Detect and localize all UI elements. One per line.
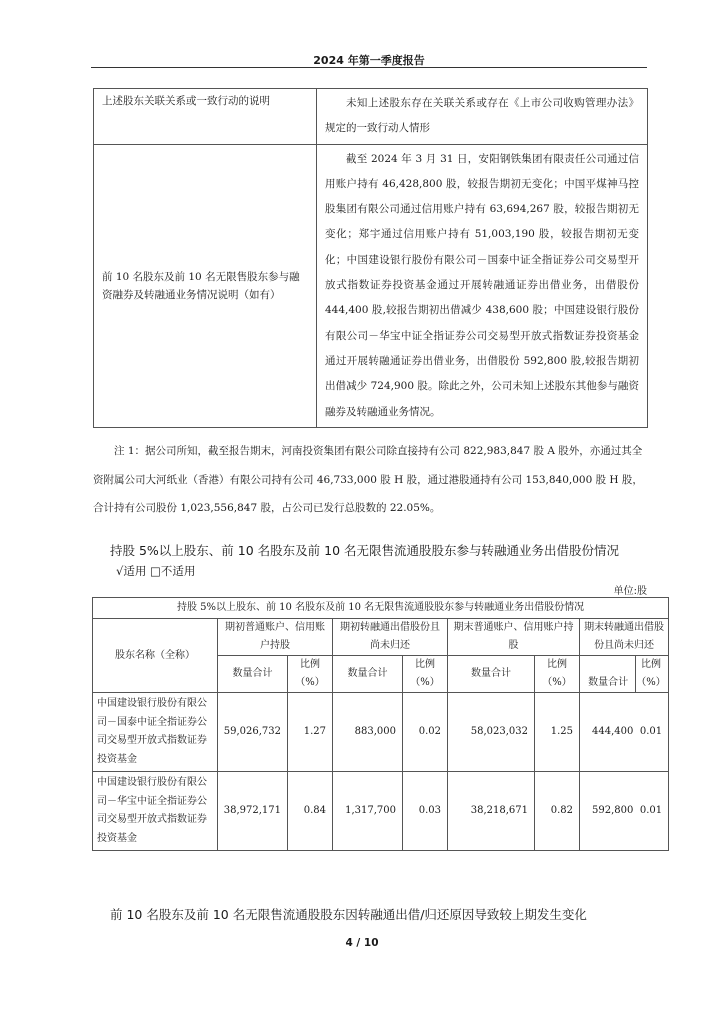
cell-value: 38,218,671 — [448, 772, 535, 851]
col-header-ratio: 比例（%） — [403, 656, 448, 693]
col-header-group1: 期初普通账户、信用账户持股 — [218, 619, 333, 656]
note-text: 注 1：据公司所知，截至报告期末，河南投资集团有限公司除直接持有公司 822,983,847 股 A 股外，亦通过其全资附属公司大河纸业（香港）有限公司持有公司 46,733,000 股 H 股，通过港股通持有公司 153,840,000 股 H 股，合计持有公司股份 1,023,556,847 股，占公司已发行总股数的 22.05%。 — [93, 445, 643, 514]
cell-value: 1.27 — [288, 693, 333, 772]
table-caption-row — [93, 598, 669, 619]
unit-label: 单位:股 — [613, 586, 647, 597]
col-header-qty: 数量合计 — [218, 656, 288, 693]
col-header-qty: 数量合计 — [588, 677, 629, 688]
margin-trading-label: 前 10 名股东及前 10 名无限售股东参与融资融券及转融通业务情况说明（如有） — [94, 144, 317, 427]
cell-value: 59,026,732 — [218, 693, 288, 772]
cell-value: 58,023,032 — [448, 693, 535, 772]
cell-value: 38,972,171 — [218, 772, 288, 851]
table-row — [93, 772, 669, 851]
margin-trading-value: 截至 2024 年 3 月 31 日，安阳钢铁集团有限责任公司通过信用账户持有 46,428,800 股，较报告期初无变化；中国平煤神马控股集团有限公司通过信用账户持有 63,694,267 股，较报告期初无变化；郑宇通过信用账户持有 51,003,190 股，较报告期初无变化；中国建设银行股份有限公司－国泰中证全指证券公司交易型开放式指数证券投资基金通过开展转融通证券出借业务，出借股份 444,400 股,较报告期初出借减少 438,600 股；中国建设银行股份有限公司－华宝中证全指证券公司交易型开放式指数证券投资基金通过开展转融通证券出借业务，出借股份 592,800 股,较报告期初出借减少 724,900 股。除此之外，公司未知上述股东其他参与融资融券及转融通业务情况。 — [317, 144, 648, 427]
cell-value: 0.01 — [639, 805, 663, 816]
col-header-name: 股东名称（全称） — [93, 619, 218, 693]
note-1 — [93, 437, 647, 523]
cell-value-pair — [580, 772, 669, 851]
applicable-checkbox-line: √适用 □不适用 — [116, 564, 196, 578]
shareholder-relation-table — [93, 88, 648, 428]
relation-value: 未知上述股东存在关联关系或存在《上市公司收购管理办法》规定的一致行动人情形 — [317, 89, 648, 145]
table-row — [93, 693, 669, 772]
cell-value: 592,800 — [592, 805, 634, 816]
next-section-title: 前 10 名股东及前 10 名无限售流通股股东因转融通出借/归还原因导致较上期发生变化 — [110, 907, 587, 922]
margin-trading-row — [94, 144, 648, 427]
cell-value: 0.01 — [639, 726, 663, 737]
shareholder-name: 中国建设银行股份有限公司－国泰中证全指证券公司交易型开放式指数证券投资基金 — [93, 693, 218, 772]
cell-value-pair — [580, 693, 669, 772]
cell-value: 1.25 — [535, 693, 580, 772]
relation-label: 上述股东关联关系或一致行动的说明 — [94, 89, 317, 145]
col-header-qty: 数量合计 — [448, 656, 535, 693]
col-header-qty: 数量合计 — [333, 656, 403, 693]
col-header-group3: 期末普通账户、信用账户持股 — [448, 619, 580, 656]
page-number: 4 / 10 — [345, 937, 379, 949]
section-title: 持股 5%以上股东、前 10 名股东及前 10 名无限售流通股股东参与转融通业务出借股份情况 — [110, 543, 620, 558]
header-row-1 — [93, 619, 669, 656]
cell-value: 0.84 — [288, 772, 333, 851]
cell-value: 883,000 — [333, 693, 403, 772]
cell-value: 0.82 — [535, 772, 580, 851]
col-header-ratio: 比例（%） — [535, 656, 580, 693]
col-header-ratio: 比例（%） — [288, 656, 333, 693]
cell-value: 444,400 — [592, 726, 634, 737]
shareholder-name: 中国建设银行股份有限公司－华宝中证全指证券公司交易型开放式指数证券投资基金 — [93, 772, 218, 851]
page-header: 2024 年第一季度报告 — [313, 54, 425, 67]
col-header-group2: 期初转融通出借股份且尚未归还 — [333, 619, 448, 656]
col-header-qty-ratio — [580, 656, 669, 693]
table-caption: 持股 5%以上股东、前 10 名股东及前 10 名无限售流通股股东参与转融通业务出借股份情况 — [93, 598, 669, 619]
lending-table — [92, 597, 669, 851]
relation-row — [94, 89, 648, 145]
col-header-ratio: 比例（%） — [635, 656, 667, 692]
cell-value: 0.03 — [403, 772, 448, 851]
cell-value: 0.02 — [403, 693, 448, 772]
col-header-group4: 期末转融通出借股份且尚未归还 — [580, 619, 669, 656]
header-rule — [91, 67, 647, 68]
cell-value: 1,317,700 — [333, 772, 403, 851]
